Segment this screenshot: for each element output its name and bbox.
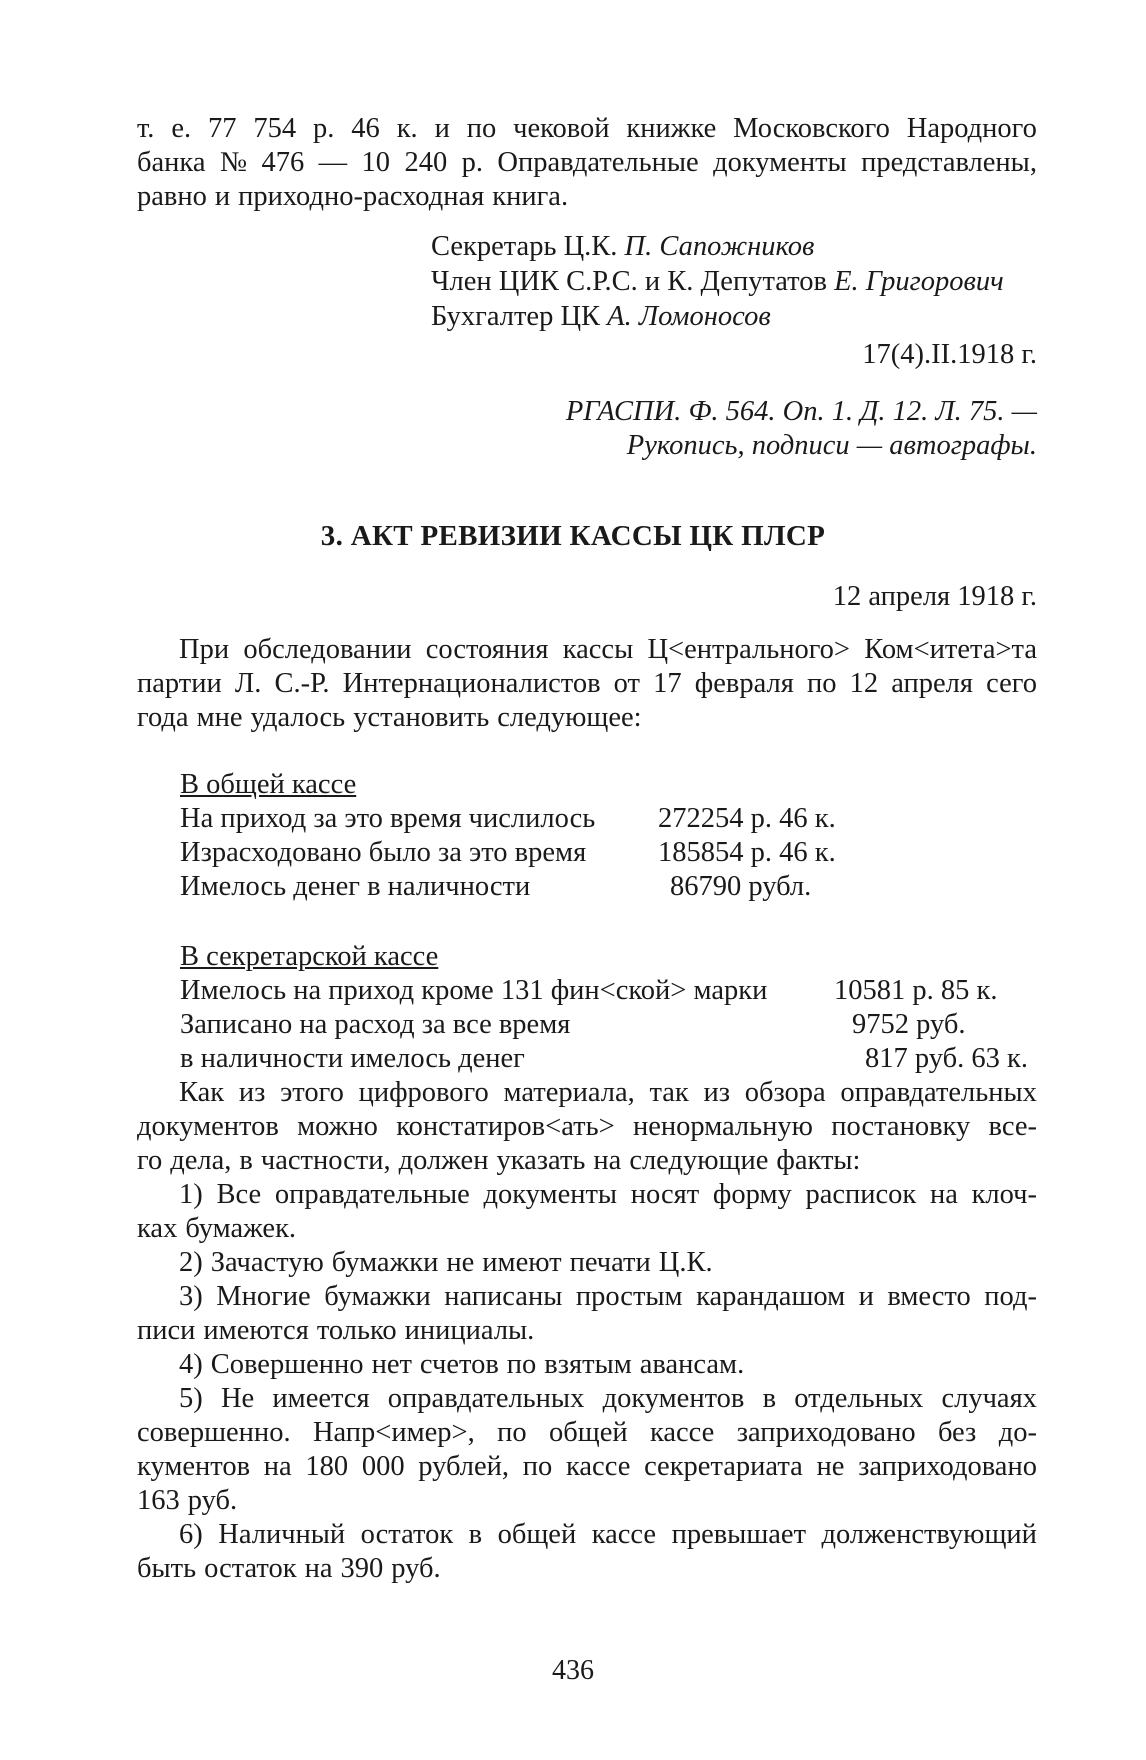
- paragraph-line: 163 руб.: [137, 1485, 238, 1516]
- paragraph-line: писи имеются только инициалы.: [137, 1315, 535, 1346]
- paragraph-line: 1) Все оправдательные документы носят форму расписок на клоч-: [179, 1179, 1037, 1210]
- archive-reference: РГАСПИ. Ф. 564. Оп. 1. Д. 12. Л. 75. — Рукопись, подписи — автографы.: [565, 396, 1037, 461]
- general-cash-value: 185854 р. 46 к.: [658, 837, 836, 868]
- secretary-cash-label: Записано на расход за все время: [180, 1009, 571, 1040]
- paragraph-line: 4) Совершенно нет счетов по взятым авансам.: [179, 1349, 745, 1380]
- paragraph-line: го дела, в частности, должен указать на следующие факты:: [137, 1145, 861, 1176]
- paragraph-line: т. е. 77 754 р. 46 к. и по чековой книжке Московского Народного: [137, 113, 1037, 144]
- paragraph-line: 5) Не имеется оправдательных документов в отдельных случаях: [179, 1383, 1037, 1414]
- page-number: 436: [552, 1655, 594, 1686]
- paragraph-line: 3) Многие бумажки написаны простым карандашом и вместо под-: [179, 1281, 1037, 1312]
- paragraph-line: равно и приходно-расходная книга.: [137, 181, 569, 212]
- general-cash-label: Имелось денег в наличности: [180, 871, 531, 902]
- conclusion-paragraph: [137, 1076, 1037, 1586]
- paragraph-line: ках бумажек.: [137, 1213, 297, 1244]
- paragraph-line: 2) Зачастую бумажки не имеют печати Ц.К.: [179, 1247, 713, 1278]
- paragraph-line: года мне удалось установить следующее:: [137, 702, 642, 733]
- paragraph-line: банка № 476 — 10 240 р. Оправдательные документы представлены,: [137, 147, 1037, 178]
- signature-secretary: Секретарь Ц.К. П. Сапожников: [431, 231, 815, 262]
- secretary-cash-value: 817 руб. 63 к.: [865, 1043, 1028, 1074]
- paragraph-line: партии Л. С.-Р. Интернационалистов от 17 февраля по 12 апреля сего: [137, 668, 1037, 699]
- paragraph-line: Как из этого цифрового материала, так из обзора оправдательных: [179, 1077, 1037, 1108]
- secretary-cash-heading: В секретарской кассе: [180, 941, 439, 972]
- general-cash-value: 86790 рубл.: [670, 871, 812, 902]
- paragraph-line: совершенно. Напр<имер>, по общей кассе заприходовано без до-: [137, 1417, 1037, 1448]
- section-title: 3. АКТ РЕВИЗИИ КАССЫ ЦК ПЛСР: [320, 520, 826, 552]
- general-cash-label: На приход за это время числилось: [180, 803, 596, 834]
- paragraph-line: документов можно констатиров<ать> ненормальную постановку все-: [137, 1111, 1037, 1142]
- signature-accountant: Бухгалтер ЦК А. Ломоносов: [431, 301, 771, 332]
- intro-paragraph: [137, 633, 1037, 735]
- secretary-cash-label: в наличности имелось денег: [180, 1043, 525, 1074]
- paragraph-line: При обследовании состояния кассы Ц<ентрального> Ком<итета>та: [179, 634, 1037, 665]
- paragraph-line: 6) Наличный остаток в общей кассе превышает долженствующий: [179, 1519, 1037, 1550]
- secretary-cash-label: Имелось на приход кроме 131 фин<ской> марки: [180, 975, 768, 1006]
- general-cash-value: 272254 р. 46 к.: [658, 803, 836, 834]
- signature-date: 17(4).II.1918 г.: [862, 339, 1037, 370]
- general-cash-heading: В общей кассе: [180, 769, 357, 800]
- signature-member: Член ЦИК С.Р.С. и К. Депутатов Е. Григорович: [431, 266, 1004, 297]
- top-paragraph: [137, 112, 1037, 214]
- secretary-cash-value: 10581 р. 85 к.: [834, 975, 998, 1006]
- general-cash-label: Израсходовано было за это время: [180, 837, 587, 868]
- secretary-cash-value: 9752 руб.: [852, 1009, 966, 1040]
- section-date: 12 апреля 1918 г.: [832, 581, 1037, 612]
- paragraph-line: быть остаток на 390 руб.: [137, 1553, 441, 1584]
- paragraph-line: кументов на 180 000 рублей, по кассе секретариата не заприходовано: [137, 1451, 1037, 1482]
